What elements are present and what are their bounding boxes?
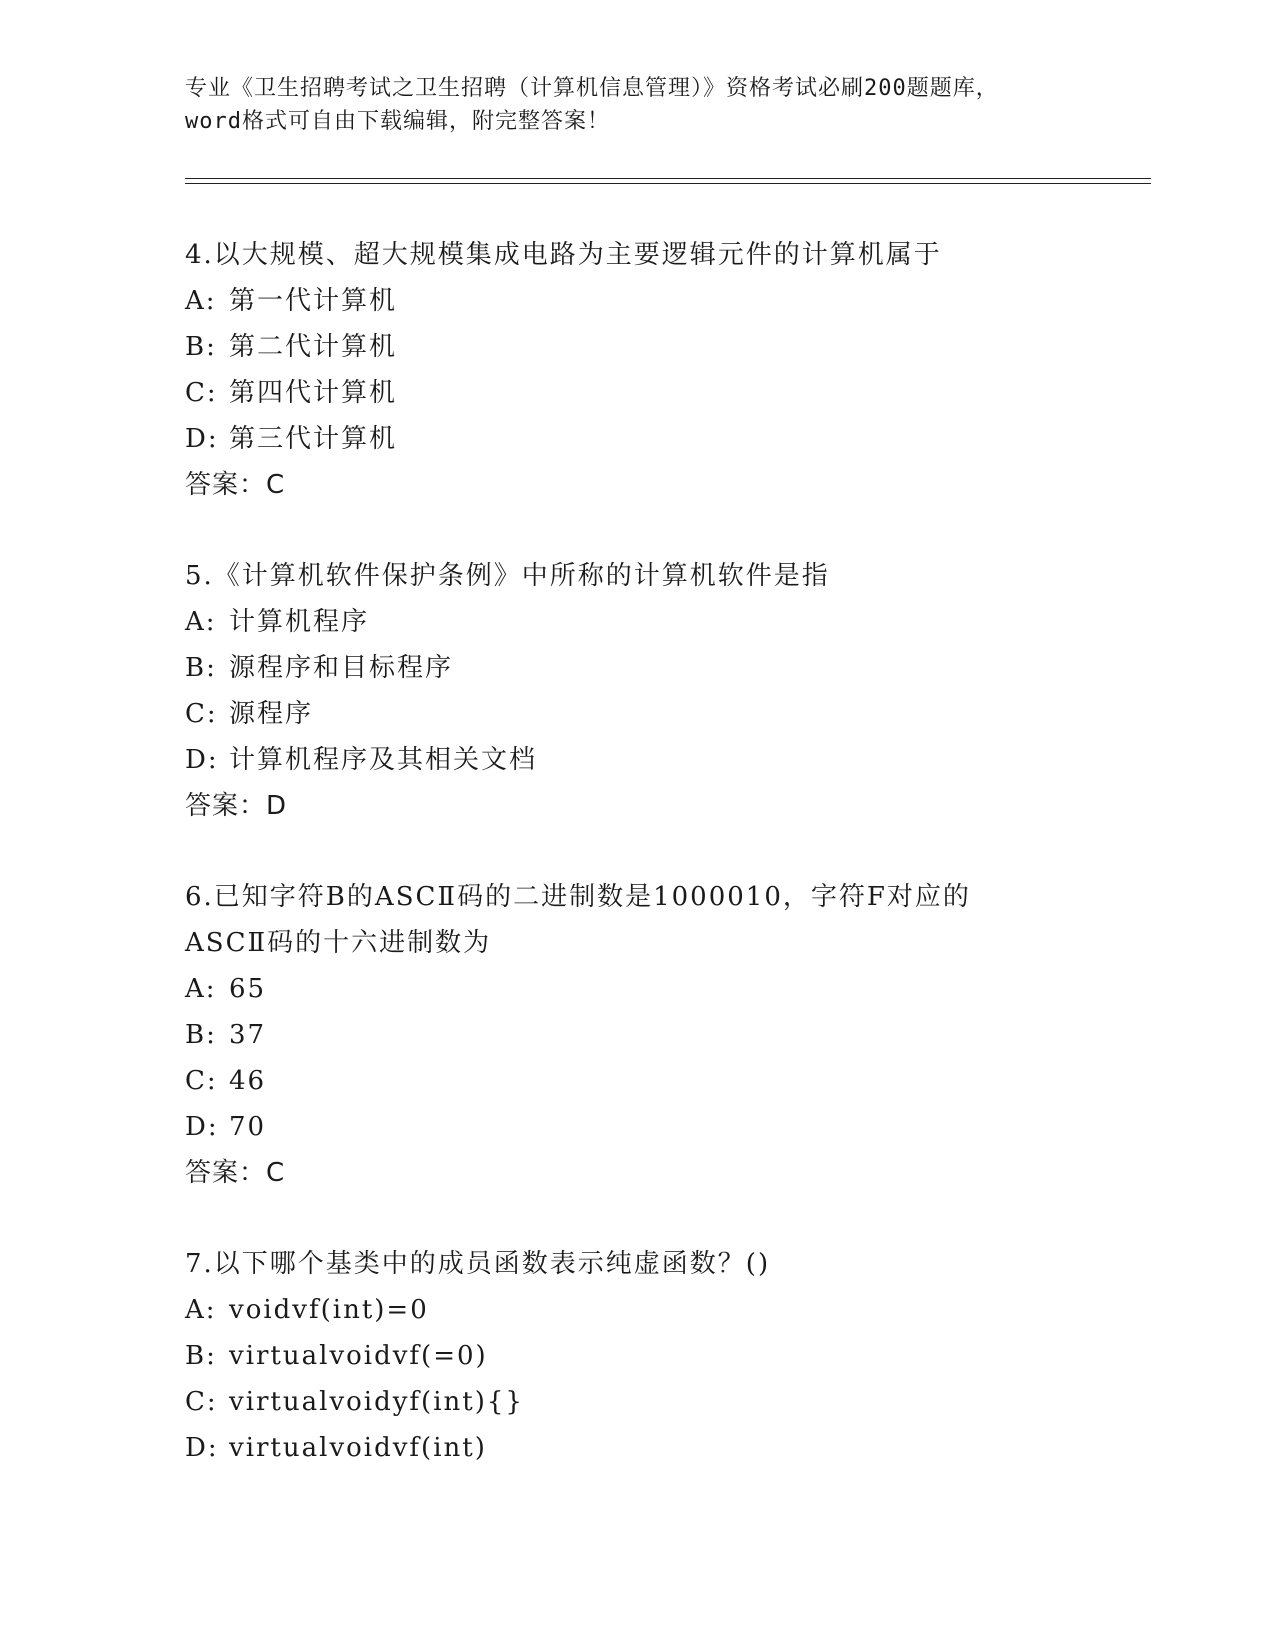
option-text: 计算机程序及其相关文档 bbox=[229, 745, 538, 775]
question-list bbox=[185, 232, 1145, 1516]
header-divider-top bbox=[185, 178, 1151, 179]
option-text: 第四代计算机 bbox=[229, 378, 398, 408]
option-key: D: bbox=[185, 1112, 219, 1142]
option-key: A: bbox=[185, 1295, 217, 1325]
option-b bbox=[185, 324, 1145, 370]
option-text: 70 bbox=[229, 1112, 267, 1142]
question-7 bbox=[185, 1241, 1145, 1471]
option-a bbox=[185, 278, 1145, 324]
option-text: 源程序和目标程序 bbox=[229, 653, 454, 683]
option-key: C: bbox=[185, 378, 218, 408]
option-key: D: bbox=[185, 424, 219, 454]
header-divider-bottom bbox=[185, 183, 1151, 184]
option-key: B: bbox=[185, 1341, 217, 1371]
option-key: B: bbox=[185, 332, 217, 362]
option-key: A: bbox=[185, 286, 217, 316]
answer-line: 答案：C bbox=[185, 1158, 286, 1188]
question-stem: 5.《计算机软件保护条例》中所称的计算机软件是指 bbox=[185, 561, 830, 591]
header-line-2: word格式可自由下载编辑，附完整答案！ bbox=[185, 109, 610, 134]
option-text: 计算机程序 bbox=[229, 607, 370, 637]
option-text: voidvf(int)=0 bbox=[229, 1295, 429, 1325]
option-text: virtualvoidyf(int){} bbox=[229, 1387, 524, 1417]
option-b bbox=[185, 1012, 1145, 1058]
question-6 bbox=[185, 874, 1145, 1196]
question-stem: 7.以下哪个基类中的成员函数表示纯虚函数？() bbox=[185, 1249, 771, 1279]
option-text: 65 bbox=[229, 974, 267, 1004]
option-d bbox=[185, 1104, 1145, 1150]
option-a bbox=[185, 1287, 1145, 1333]
answer-line: 答案：D bbox=[185, 791, 288, 821]
option-text: 源程序 bbox=[229, 699, 314, 729]
option-text: 第三代计算机 bbox=[229, 424, 398, 454]
option-d bbox=[185, 1425, 1145, 1471]
option-key: C: bbox=[185, 1387, 218, 1417]
option-key: B: bbox=[185, 653, 217, 683]
option-key: C: bbox=[185, 699, 218, 729]
option-a bbox=[185, 599, 1145, 645]
option-text: 46 bbox=[229, 1066, 267, 1096]
document-header bbox=[185, 72, 1085, 138]
question-stem: 6.已知字符B的ASCⅡ码的二进制数是1000010，字符F对应的ASCⅡ码的十六进制数为 bbox=[185, 882, 971, 958]
option-b bbox=[185, 1333, 1145, 1379]
option-c bbox=[185, 1058, 1145, 1104]
question-4 bbox=[185, 232, 1145, 508]
option-c bbox=[185, 1379, 1145, 1425]
option-text: 第一代计算机 bbox=[229, 286, 398, 316]
answer-line: 答案：C bbox=[185, 470, 286, 500]
option-b bbox=[185, 645, 1145, 691]
option-key: C: bbox=[185, 1066, 218, 1096]
option-text: virtualvoidvf(int) bbox=[229, 1433, 487, 1463]
option-key: A: bbox=[185, 974, 217, 1004]
option-key: D: bbox=[185, 745, 219, 775]
header-line-1: 专业《卫生招聘考试之卫生招聘（计算机信息管理）》资格考试必刷200题题库， bbox=[185, 76, 999, 101]
option-key: D: bbox=[185, 1433, 219, 1463]
question-5 bbox=[185, 553, 1145, 829]
option-text: virtualvoidvf(=0) bbox=[229, 1341, 488, 1371]
question-stem: 4.以大规模、超大规模集成电路为主要逻辑元件的计算机属于 bbox=[185, 240, 942, 270]
option-c bbox=[185, 370, 1145, 416]
option-text: 37 bbox=[229, 1020, 267, 1050]
option-d bbox=[185, 737, 1145, 783]
option-key: B: bbox=[185, 1020, 217, 1050]
option-text: 第二代计算机 bbox=[229, 332, 398, 362]
option-d bbox=[185, 416, 1145, 462]
option-a bbox=[185, 966, 1145, 1012]
option-key: A: bbox=[185, 607, 217, 637]
option-c bbox=[185, 691, 1145, 737]
